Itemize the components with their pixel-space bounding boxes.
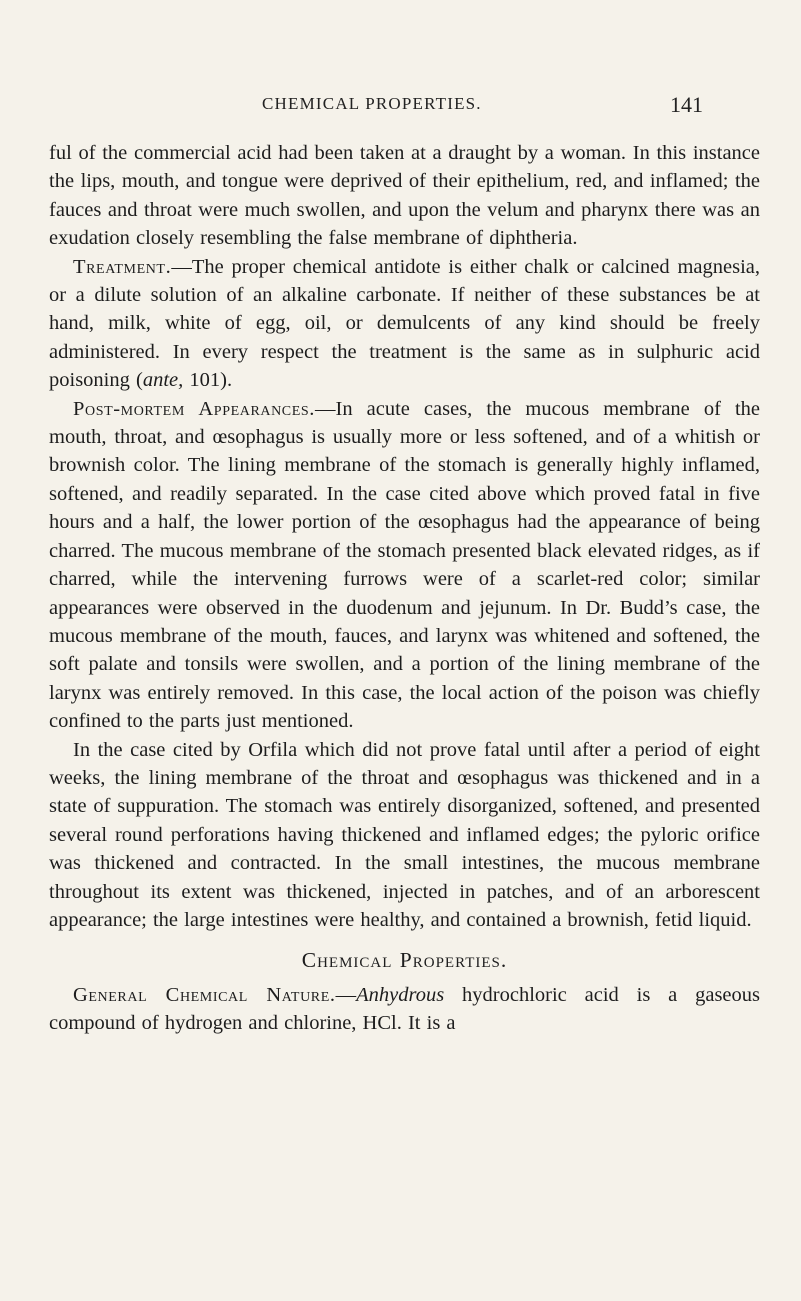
section-heading: Chemical Properties. [301,948,508,973]
treatment-text-a: —The proper chemical antidote is either chalk or calcined magnesia, or a dilute solution of an alkaline carbonate. If neither of these substances be at hand, milk, white of egg, oil, or demulcents of any kind should be freely administered. In every respect the treatment is the same as in sulphuric acid poisoning ( [49,255,760,392]
paragraph-treatment [49,253,760,395]
chemical-nature-dash: — [335,983,357,1006]
treatment-italic-ref: ante, [142,369,184,392]
chemical-nature-italic: Anhydrous [356,983,445,1006]
treatment-heading: Treatment. [73,255,172,278]
post-mortem-heading: Post-mortem Appearances. [73,397,315,420]
paragraph-chemical-nature [49,981,760,1038]
chemical-nature-text: hydrochloric acid is a gaseous compound of hydrogen and chlorine, HCl. It is a [49,983,761,1035]
post-mortem-text: —In acute cases, the mucous membrane of the mouth, throat, and œsophagus is usually more or less softened, and of a whitish or brownish color. The lining membrane of the stomach is generally highly inflamed, softened, and readily separated. In the case cited above which proved fatal in five hours and a half, the lower portion of the œsophagus had the appearance of being charred. The mucous membrane of the stomach presented black elevated ridges, as if charred, while the intervening furrows were of a scarlet-red color; similar appearances were observed in the duodenum and jejunum. In Dr. Budd’s case, the mucous membrane of the mouth, fauces, and larynx was whitened and softened, the soft palate and tonsils were swollen, and a portion of the lining membrane of the larynx was entirely removed. In this case, the local action of the poison was chiefly confined to the parts just mentioned. [49,397,760,733]
body-text [49,139,760,1038]
running-head: CHEMICAL PROPERTIES. [262,94,482,113]
treatment-text-b: 101). [183,369,233,392]
page-number: 141 [670,92,703,117]
chemical-nature-heading: General Chemical Nature. [73,983,336,1006]
paragraph-orfila-case: In the case cited by Orfila which did not prove fatal until after a period of eight weeks, the lining membrane of the throat and œsophagus was thickened and in a state of suppuration. The stomach was entirely disorganized, softened, and presented several round perforations having thickened and inflamed edges; the pyloric orifice was thickened and contracted. In the small intestines, the mucous membrane throughout its extent was thickened, injected in patches, and of an arborescent appearance; the large intestines were healthy, and contained a brownish, fetid liquid. [49,738,760,931]
paragraph-continuation: ful of the commercial acid had been taken at a draught by a woman. In this instance the lips, mouth, and tongue were deprived of their epithelium, red, and inflamed; the fauces and throat were much swollen, and upon the velum and pharynx there was an exudation closely resembling the false membrane of diphtheria. [49,142,760,250]
paragraph-post-mortem [49,395,760,736]
page-header [0,92,801,122]
